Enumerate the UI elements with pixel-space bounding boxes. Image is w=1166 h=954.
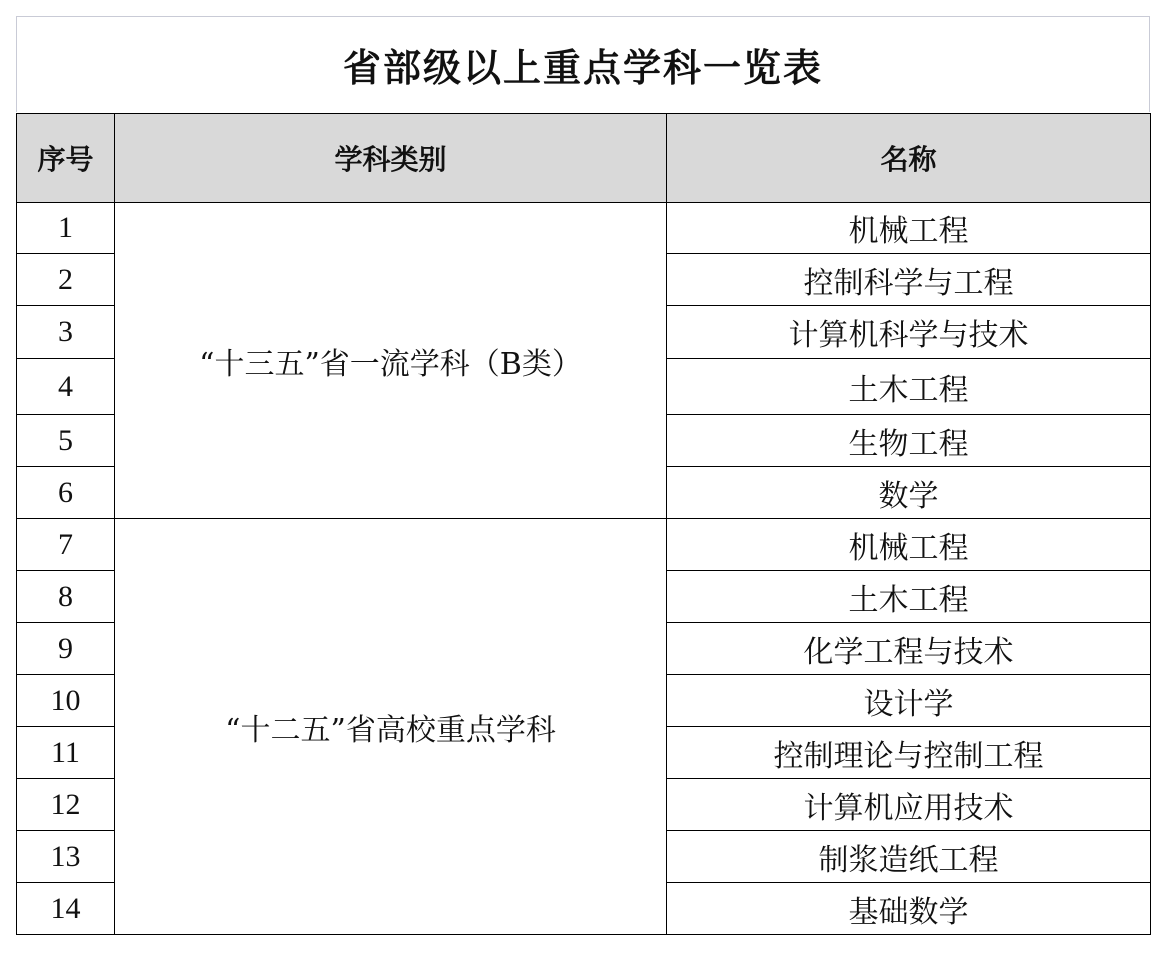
row-index: 12: [17, 779, 115, 831]
discipline-name: 控制科学与工程: [667, 254, 1151, 306]
discipline-name: 设计学: [667, 675, 1151, 727]
discipline-name: 土木工程: [667, 571, 1151, 623]
row-index: 5: [17, 415, 115, 467]
discipline-name: 计算机科学与技术: [667, 306, 1151, 359]
discipline-name: 化学工程与技术: [667, 623, 1151, 675]
row-index: 13: [17, 831, 115, 883]
header-name: 名称: [667, 114, 1151, 203]
row-index: 8: [17, 571, 115, 623]
row-index: 3: [17, 306, 115, 359]
discipline-name: 机械工程: [667, 519, 1151, 571]
discipline-name: 数学: [667, 467, 1151, 519]
table-title: 省部级以上重点学科一览表: [16, 16, 1150, 112]
header-category: 学科类别: [115, 114, 667, 203]
row-index: 11: [17, 727, 115, 779]
header-row: [17, 114, 1151, 203]
table-row: [17, 519, 1151, 571]
discipline-name: 土木工程: [667, 359, 1151, 415]
discipline-name: 计算机应用技术: [667, 779, 1151, 831]
discipline-name: 控制理论与控制工程: [667, 727, 1151, 779]
row-index: 2: [17, 254, 115, 306]
category-cell: “十二五”省高校重点学科: [115, 519, 667, 935]
table-row: [17, 203, 1151, 254]
row-index: 7: [17, 519, 115, 571]
row-index: 14: [17, 883, 115, 935]
discipline-name: 生物工程: [667, 415, 1151, 467]
row-index: 10: [17, 675, 115, 727]
row-index: 6: [17, 467, 115, 519]
header-index: 序号: [17, 114, 115, 203]
category-cell: “十三五”省一流学科（B类）: [115, 203, 667, 519]
row-index: 1: [17, 203, 115, 254]
row-index: 4: [17, 359, 115, 415]
discipline-name: 基础数学: [667, 883, 1151, 935]
row-index: 9: [17, 623, 115, 675]
discipline-name: 制浆造纸工程: [667, 831, 1151, 883]
discipline-name: 机械工程: [667, 203, 1151, 254]
table-body: [17, 203, 1151, 935]
disciplines-table: [16, 113, 1151, 935]
